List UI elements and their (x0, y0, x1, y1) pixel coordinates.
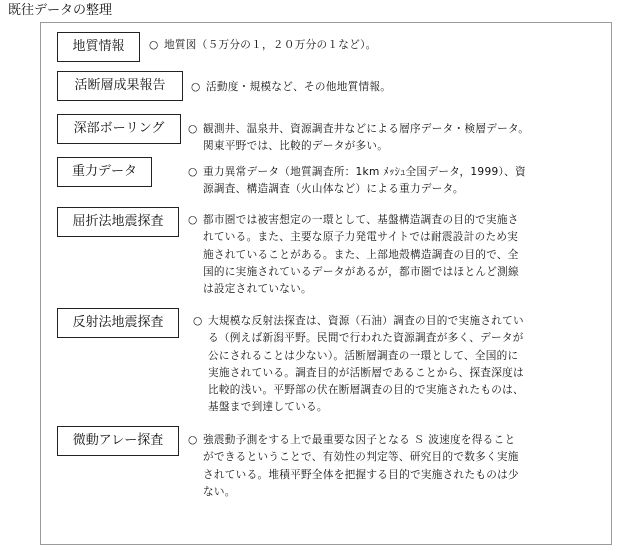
desc-line: ない。 (203, 485, 236, 498)
label-geology-info: 地質情報 (57, 32, 140, 62)
desc-geology-info (149, 37, 377, 54)
label-active-fault-report: 活断層成果報告 (57, 71, 183, 101)
desc-line: 基盤まで到達している。 (208, 401, 328, 414)
desc-line: ○ 重力異常データ（地質調査所：1km ﾒｯｼｭ全国データ，1999）、資 (188, 164, 526, 181)
desc-deep-boring (188, 121, 529, 156)
desc-line: は設定されていない。 (203, 283, 312, 296)
desc-line: ○ 観測井、温泉井、資源調査井などによる層序データ・検層データ。 (188, 121, 529, 138)
desc-line: 公にされることは少ない）。活断層調査の一環として、全国的に (208, 349, 519, 362)
desc-line: 国的に実施されているデータがあるが，都市圏ではほとんど測線 (203, 265, 519, 278)
label-microtremor-array: 微動アレー探査 (57, 426, 179, 456)
bullet: ○ (188, 434, 198, 446)
label-gravity-data: 重力データ (57, 157, 152, 187)
label-deep-boring: 深部ボーリング (57, 114, 181, 144)
desc-line: ○ 活動度・規模など、その他地質情報。 (191, 79, 391, 96)
page-title: 既往データの整理 (8, 3, 113, 18)
desc-microtremor-array (188, 432, 519, 501)
desc-line: れている。また、主要な原子力発電サイトでは耐震設計のため実 (203, 231, 519, 244)
content-frame (40, 22, 612, 545)
desc-line: されている。堆積平野全体を把握する目的で実施されたものは少 (203, 468, 519, 481)
desc-line: 実施されている。調査目的が活断層であることから、探査深度は (208, 366, 524, 379)
desc-line: 関東平野では、比較的データが多い。 (203, 140, 389, 153)
desc-active-fault-report (191, 79, 391, 96)
desc-line: ○ 都市圏では被害想定の一環として、基盤構造調査の目的で実施さ (188, 212, 519, 229)
bullet: ○ (188, 166, 198, 178)
desc-line: る（例えば新潟平野。民間で行われた資源調査が多く、データが (208, 332, 524, 345)
desc-reflection-survey (193, 313, 524, 417)
desc-line: ができるということで、有効性の判定等、研究目的で数多く実施 (203, 451, 519, 464)
label-reflection-survey: 反射法地震探査 (57, 308, 179, 338)
bullet: ○ (191, 81, 201, 93)
desc-line: 比較的浅い。平野部の伏在断層調査の目的で実施されたものは、 (208, 384, 524, 397)
bullet: ○ (188, 123, 198, 135)
desc-refraction-survey (188, 212, 519, 298)
desc-line: 施されていることがある。また、上部地殻構造調査の目的で、全 (203, 248, 519, 261)
desc-line: ○ 大規模な反射法探査は、資源（石油）調査の目的で実施されてい (193, 313, 524, 330)
bullet: ○ (188, 214, 198, 226)
desc-line: ○ 強震動予測をする上で最重要な因子となる Ｓ 波速度を得ること (188, 432, 519, 449)
desc-line: 源調査、構造調査（火山体など）による重力データ。 (203, 183, 464, 196)
bullet: ○ (193, 315, 203, 327)
desc-gravity-data (188, 164, 526, 199)
label-refraction-survey: 屈折法地震探査 (57, 207, 179, 237)
desc-line: ○ 地質図（５万分の１，２０万分の１など）。 (149, 37, 377, 54)
bullet: ○ (149, 39, 159, 51)
